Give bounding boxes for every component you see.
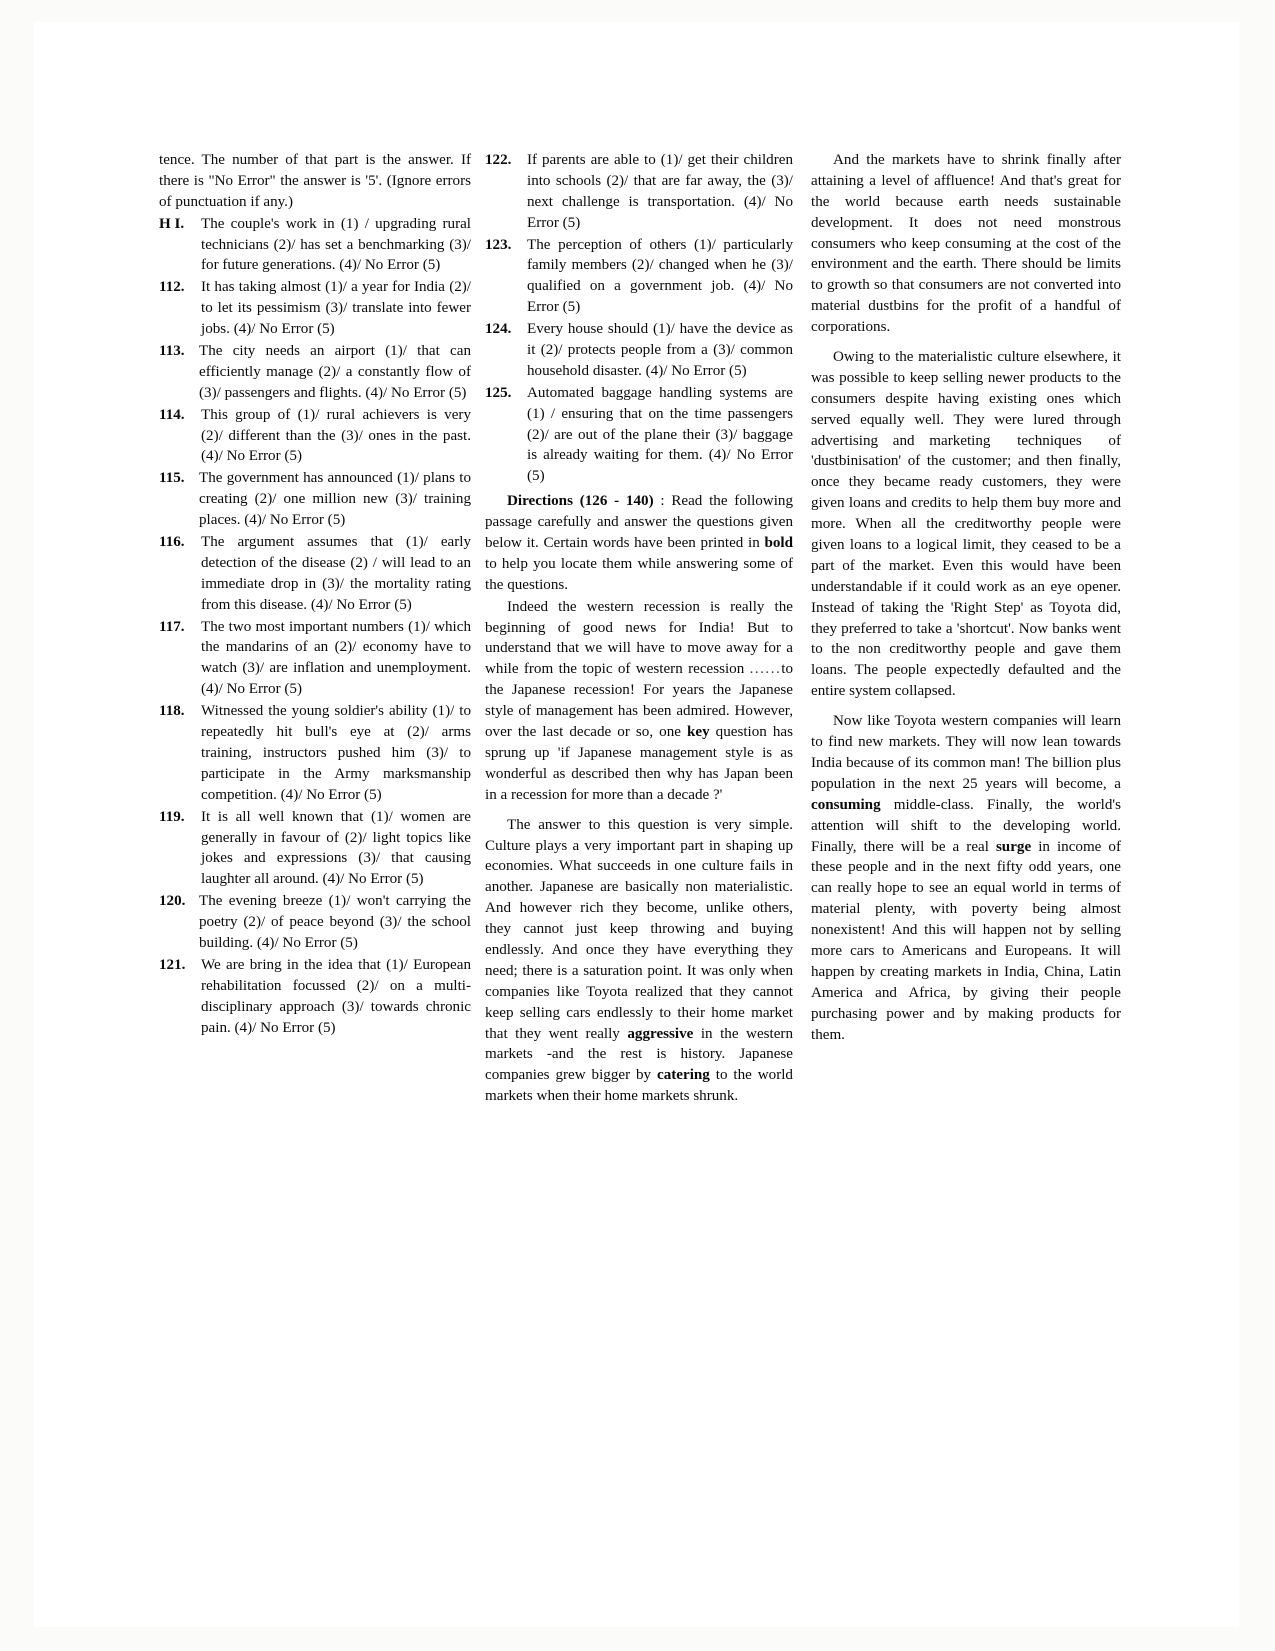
passage-paragraph-5 xyxy=(811,711,1121,1045)
page-content-frame xyxy=(34,22,1239,1627)
passage-p5-part-a: Now like Toyota western companies will learn to find new markets. They will now lean towards India because of its common man! The billion plus population in the next 25 years will become, a xyxy=(811,713,1121,792)
question-text: The argument assumes that (1)/ early detection of the disease (2) / will lead to an immediate drop in (3)/ the mortality rating from this disease. (4)/ No Error (5) xyxy=(201,534,471,613)
question-text: It has taking almost (1)/ a year for India (2)/ to let its pessimism (3)/ translate into fewer jobs. (4)/ No Error (5) xyxy=(201,279,471,338)
blank-dots: ...... xyxy=(749,661,782,678)
passage-bold-key: key xyxy=(686,724,710,741)
question-text: The government has announced (1)/ plans to creating (2)/ one million new (3)/ training places. (4)/ No Error (5) xyxy=(199,470,471,529)
passage-paragraph-1 xyxy=(485,597,793,806)
question-item-115 xyxy=(159,468,471,531)
passage-bold-catering: catering xyxy=(657,1067,710,1084)
question-number: 124. xyxy=(485,321,512,338)
column-2 xyxy=(485,150,793,1116)
passage-p2-part-c: to the world markets when their home markets shrunk. xyxy=(485,1067,793,1105)
column-3 xyxy=(811,150,1121,1116)
directions-label: Directions (126 - 140) xyxy=(507,493,654,510)
passage-p2-part-a: The answer to this question is very simple. Culture plays a very important part in shaping up economies. What succeeds in one culture fails in another. Japanese are basically non materialistic. And however rich they become, unlike others, they cannot just keep throwing and buying endlessly. And once they have everything they need; there is a saturation point. It was only when companies like Toyota realized that they cannot keep selling cars endlessly to their home market that they went really xyxy=(485,816,793,1042)
question-number: 120. xyxy=(159,893,186,910)
question-item-122 xyxy=(485,150,793,234)
question-item-112 xyxy=(159,277,471,340)
passage-p5-part-b: middle-class. Finally, the world's attention will shift to the developing world. Finally, there will be a real xyxy=(811,796,1121,855)
question-number: 117. xyxy=(159,618,185,635)
question-item-111 xyxy=(159,214,471,277)
directions-bold-keyword: bold xyxy=(764,535,793,552)
passage-bold-consuming: consuming xyxy=(811,796,881,813)
question-item-121 xyxy=(159,955,471,1039)
passage-bold-surge: surge xyxy=(995,838,1032,855)
passage-paragraph-4 xyxy=(811,347,1121,702)
passage-paragraph-3: And the markets have to shrink finally after attaining a level of affluence! And that's great for the world because earth needs sustainable development. It does not need monstrous consumers who keep consuming at the cost of the environment and the earth. There should be limits to growth so that consumers are not converted into material dustbins for the profit of a handful of corporations. xyxy=(811,152,1121,336)
column-1 xyxy=(159,150,471,1116)
question-number: 121. xyxy=(159,956,186,973)
question-text: The city needs an airport (1)/ that can efficiently manage (2)/ a constantly flow of (3)/ passengers and flights. (4)/ No Error (5) xyxy=(199,343,471,401)
question-number: 112. xyxy=(159,279,185,296)
question-text: The perception of others (1)/ particularly family members (2)/ changed when he (3)/ qualified on a government job. (4)/ No Error (5) xyxy=(527,236,793,316)
question-item-119 xyxy=(159,807,471,891)
question-item-118 xyxy=(159,701,471,805)
question-item-125 xyxy=(485,383,793,487)
question-number: 119. xyxy=(159,808,185,825)
question-item-114 xyxy=(159,405,471,468)
directions-paragraph xyxy=(485,491,793,595)
question-text: The two most important numbers (1)/ which the mandarins of an (2)/ economy have to watch (3)/ are inflation and unemployment. (4)/ No Error (5) xyxy=(201,618,471,698)
passage-p1-part-b: to the Japanese recession! For years the Japanese style of management has been admired. However, over the last decade or so, one xyxy=(485,661,793,741)
question-text: Automated baggage handling systems are (1) / ensuring that on the time passengers (2)/ are out of the plane their (3)/ baggage is already waiting for them. (4)/ No Error (5) xyxy=(527,384,793,485)
question-item-120 xyxy=(159,891,471,954)
directions-text-continued: to help you locate them while answering some of the questions. xyxy=(485,555,793,593)
question-text: It is all well known that (1)/ women are generally in favour of (2)/ light topics like jokes and expressions (3)/ that causing laughter all around. (4)/ No Error (5) xyxy=(201,808,471,888)
question-text: The evening breeze (1)/ won't carrying the poetry (2)/ of peace beyond (3)/ the school building. (4)/ No Error (5) xyxy=(199,893,471,951)
question-item-123 xyxy=(485,235,793,319)
question-text: Every house should (1)/ have the device as it (2)/ protects people from a (3)/ common household disaster. (4)/ No Error (5) xyxy=(527,321,793,379)
question-number: 122. xyxy=(485,152,512,168)
question-number: 116. xyxy=(159,534,185,551)
question-number: 114. xyxy=(159,406,185,423)
three-column-layout xyxy=(159,150,1137,1116)
question-text: If parents are able to (1)/ get their children into schools (2)/ that are far away, the (3)/ next challenge is transportation. (4)/ No Error (5) xyxy=(527,152,793,231)
passage-p5-part-c: in income of these people and in the next fifty odd years, one can really hope to see an equal world in terms of material plenty, with poverty being almost nonexistent! And this will happen not by selling more cars to Americans and Europeans. It will happen by creating markets in India, China, Latin America and Africa, by giving their people purchasing power and by making products for them. xyxy=(811,838,1121,1043)
question-item-124 xyxy=(485,319,793,382)
instructions-continuation: tence. The number of that part is the answer. If there is "No Error" the answer is '5'. (Ignore errors of punctuation if any.) xyxy=(159,152,471,210)
passage-p4-wide-spaced-line: marketing techniques of xyxy=(929,432,1121,449)
question-text: The couple's work in (1) / upgrading rural technicians (2)/ has set a benchmarking (3)/ for future generations. (4)/ No Error (5) xyxy=(201,215,471,274)
question-number: 113. xyxy=(159,343,185,360)
question-text: This group of (1)/ rural achievers is very (2)/ different than the (3)/ ones in the past. (4)/ No Error (5) xyxy=(201,406,471,465)
passage-p4-part-b: 'dustbinisation' of the customer; and then finally, once they became ready customers, they were given loans and credits to help them buy more and more. When all the creditworthy people were given loans to a logical limit, they ceased to be a part of the market. Even this would have been understandable if it could work as an eye opener. Instead of taking the 'Right Step' as Toyota did, they preferred to take a 'shortcut'. Now banks went to the non creditworthy people and gave them loans. The people expectedly defaulted and the entire system collapsed. xyxy=(811,453,1121,700)
passage-p1-part-c: question has sprung up 'if Japanese management style is as wonderful as described then why has Japan been in a recession for more than a decade ?' xyxy=(485,724,793,803)
passage-paragraph-2 xyxy=(485,815,793,1107)
question-number: 123. xyxy=(485,236,512,253)
question-number: 125. xyxy=(485,384,512,401)
question-text: We are bring in the idea that (1)/ European rehabilitation focussed (2)/ on a multi-disciplinary approach (3)/ towards chronic pain. (4)/ No Error (5) xyxy=(201,956,471,1036)
question-item-113 xyxy=(159,341,471,404)
question-item-116 xyxy=(159,532,471,616)
passage-bold-aggressive: aggressive xyxy=(627,1025,694,1042)
question-number: H I. xyxy=(159,215,185,232)
passage-p2-part-b: in the western markets -and the rest is history. Japanese companies grew bigger by xyxy=(485,1025,793,1084)
question-number: 115. xyxy=(159,470,185,487)
question-number: 118. xyxy=(159,703,185,720)
directions-text: : Read the following passage carefully and answer the questions given below it. Certain words have been printed in xyxy=(485,493,793,552)
question-text: Witnessed the young soldier's ability (1)/ to repeatedly hit bull's eye at (2)/ arms training, instructors pushed him (3)/ to participate in the Army marksmanship competition. (4)/ No Error (5) xyxy=(201,703,471,803)
passage-p1-part-a: Indeed the western recession is really the beginning of good news for India! But to understand that we will have to move away for a while from the topic of western recession xyxy=(485,598,793,678)
passage-p4-part-a: Owing to the materialistic culture elsewhere, it was possible to keep selling newer products to the consumers despite having existing ones which served equally well. They were lured through advertising and xyxy=(811,349,1121,449)
question-item-117 xyxy=(159,617,471,701)
